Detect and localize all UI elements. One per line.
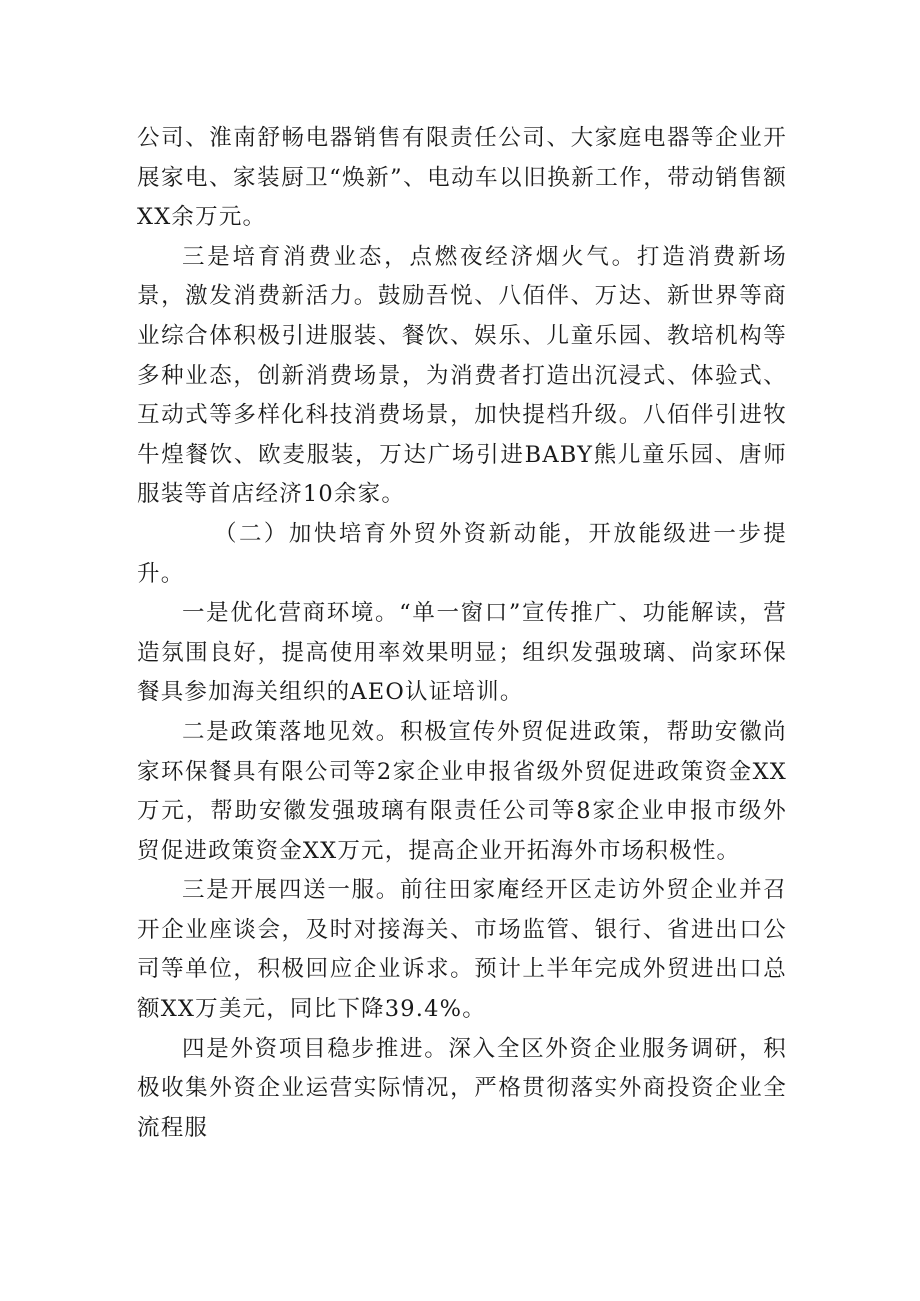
document-body	[137, 119, 787, 1148]
section-heading-foreign-trade: （二）加快培育外贸外资新动能，开放能级进一步提升。	[137, 520, 787, 587]
paragraph-continuation: 公司、淮南舒畅电器销售有限责任公司、大家庭电器等企业开展家电、家装厨卫“焕新”、电动车以旧换新工作，带动销售额XX余万元。	[137, 125, 787, 231]
paragraph-business-environment: 一是优化营商环境。“单一窗口”宣传推广、功能解读，营造氛围良好，提高使用率效果明显；组织发强玻璃、尚家环保餐具参加海关组织的AEO认证培训。	[137, 600, 787, 706]
paragraph-policy-implementation: 二是政策落地见效。积极宣传外贸促进政策，帮助安徽尚家环保餐具有限公司等2家企业申报省级外贸促进政策资金XX万元，帮助安徽发强玻璃有限责任公司等8家企业申报市级外贸促进政策资金XX万元，提高企业开拓海外市场积极性。	[137, 718, 787, 864]
paragraph-consumption-formats: 三是培育消费业态，点燃夜经济烟火气。打造消费新场景，激发消费新活力。鼓励吾悦、八佰伴、万达、新世界等商业综合体积极引进服装、餐饮、娱乐、儿童乐园、教培机构等多种业态，创新消费场景，为消费者打造出沉浸式、体验式、互动式等多样化科技消费场景，加快提档升级。八佰伴引进牧牛煌餐饮、欧麦服装，万达广场引进BABY熊儿童乐园、唐师服装等首店经济10余家。	[137, 243, 787, 508]
paragraph-foreign-investment: 四是外资项目稳步推进。深入全区外资企业服务调研，积极收集外资企业运营实际情况，严格贯彻落实外商投资企业全流程服	[137, 1035, 787, 1141]
paragraph-four-sends-one-service: 三是开展四送一服。前往田家庵经开区走访外贸企业并召开企业座谈会，及时对接海关、市场监管、银行、省进出口公司等单位，积极回应企业诉求。预计上半年完成外贸进出口总额XX万美元，同比下降39.4%。	[137, 877, 787, 1023]
